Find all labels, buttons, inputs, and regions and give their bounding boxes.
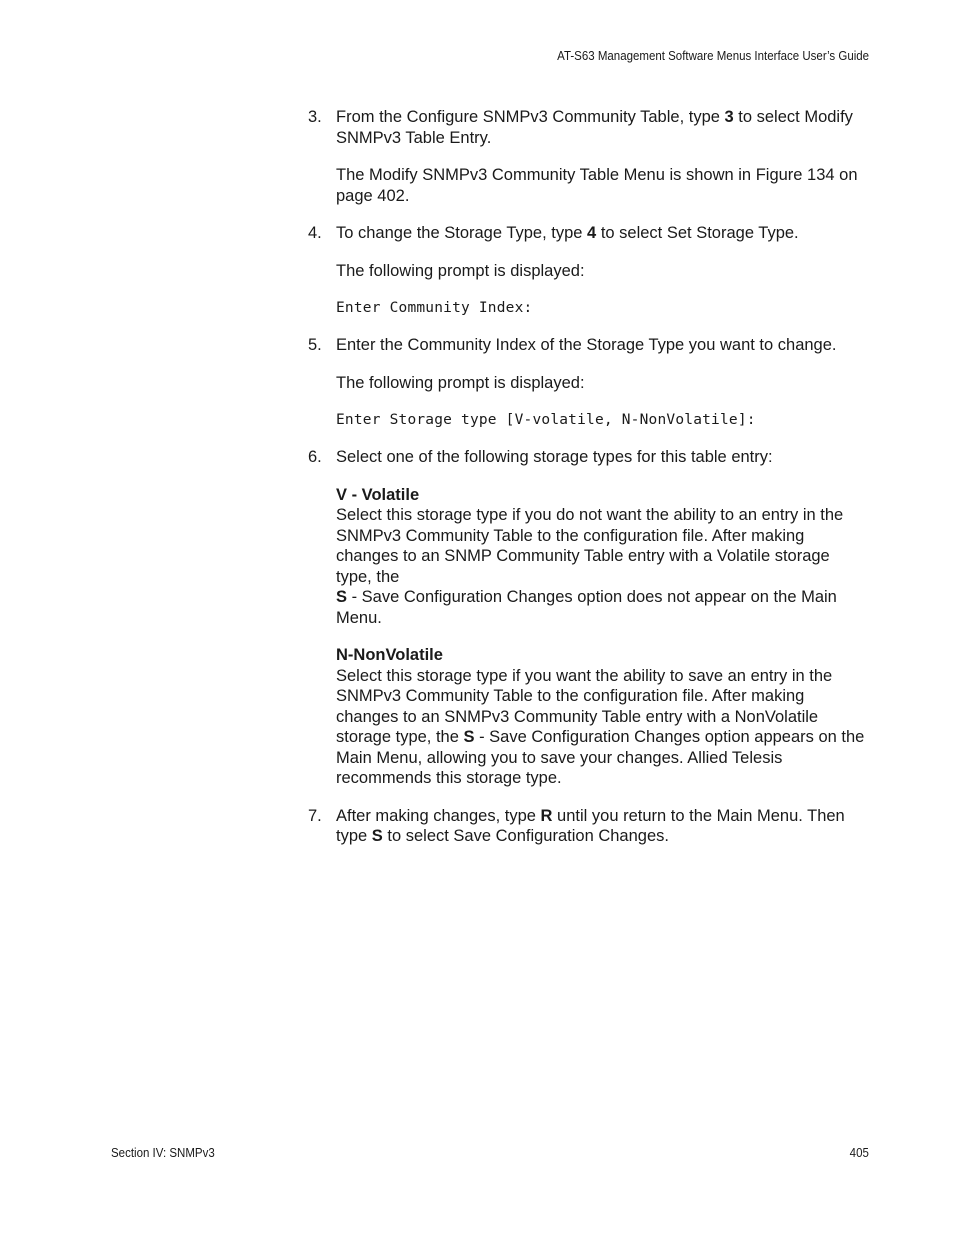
step-number: 6. bbox=[308, 448, 322, 466]
option-description: Select this storage type if you want the ability to save an entry in the SNMPv3 Community Table to the configuration file. After making changes to an SNMPv3 Community Table entry with a NonVolatile storage type, the S - Save Configuration Changes option appears on the Main Menu, allowing you to save your changes. Allied Telesis recommends this storage type. bbox=[336, 666, 865, 787]
option-volatile bbox=[336, 485, 870, 629]
key-label: R bbox=[540, 806, 553, 825]
step-number: 4. bbox=[308, 224, 322, 242]
prompt-code: Enter Community Index: bbox=[336, 300, 533, 316]
option-nonvolatile bbox=[336, 645, 870, 789]
step-7 bbox=[308, 806, 870, 847]
prompt-code: Enter Storage type [V-volatile, N-NonVolatile]: bbox=[336, 412, 756, 428]
key-label: 4 bbox=[587, 224, 597, 242]
step-note: The Modify SNMPv3 Community Table Menu is shown in Figure 134 on page 402. bbox=[336, 166, 858, 205]
option-term: N-NonVolatile bbox=[336, 646, 443, 664]
key-label: S bbox=[371, 827, 383, 845]
step-instruction: Select one of the following storage types for this table entry: bbox=[336, 448, 773, 466]
page-content bbox=[308, 107, 870, 864]
option-term: V - Volatile bbox=[336, 485, 420, 504]
step-number: 3. bbox=[308, 108, 322, 126]
key-label: 3 bbox=[724, 108, 734, 126]
step-number: 5. bbox=[308, 336, 322, 354]
page-number: 405 bbox=[849, 1146, 869, 1160]
key-label: S bbox=[336, 588, 348, 606]
running-header: AT-S63 Management Software Menus Interface User’s Guide bbox=[557, 49, 869, 63]
step-4 bbox=[308, 223, 870, 318]
option-description: Select this storage type if you do not want the ability to an entry in the SNMPv3 Community Table to the configuration file. After making changes to an SNMP Community Table entry with a Volatile storage type, the S - Save Configuration Changes option does not appear on the Main Menu. bbox=[336, 506, 844, 627]
step-note: The following prompt is displayed: bbox=[336, 261, 585, 280]
step-instruction: After making changes, type R until you return to the Main Menu. Then type S to select Save Configuration Changes. bbox=[336, 806, 845, 845]
step-number: 7. bbox=[308, 806, 322, 825]
key-label: S bbox=[463, 728, 475, 746]
step-note: The following prompt is displayed: bbox=[336, 373, 585, 392]
step-instruction: From the Configure SNMPv3 Community Table, type 3 to select Modify SNMPv3 Table Entry. bbox=[336, 108, 853, 147]
footer-section: Section IV: SNMPv3 bbox=[111, 1146, 215, 1160]
step-6 bbox=[308, 447, 870, 789]
step-3 bbox=[308, 107, 870, 206]
step-instruction: Enter the Community Index of the Storage Type you want to change. bbox=[336, 336, 837, 354]
step-5 bbox=[308, 335, 870, 430]
step-instruction: To change the Storage Type, type 4 to select Set Storage Type. bbox=[336, 224, 799, 242]
